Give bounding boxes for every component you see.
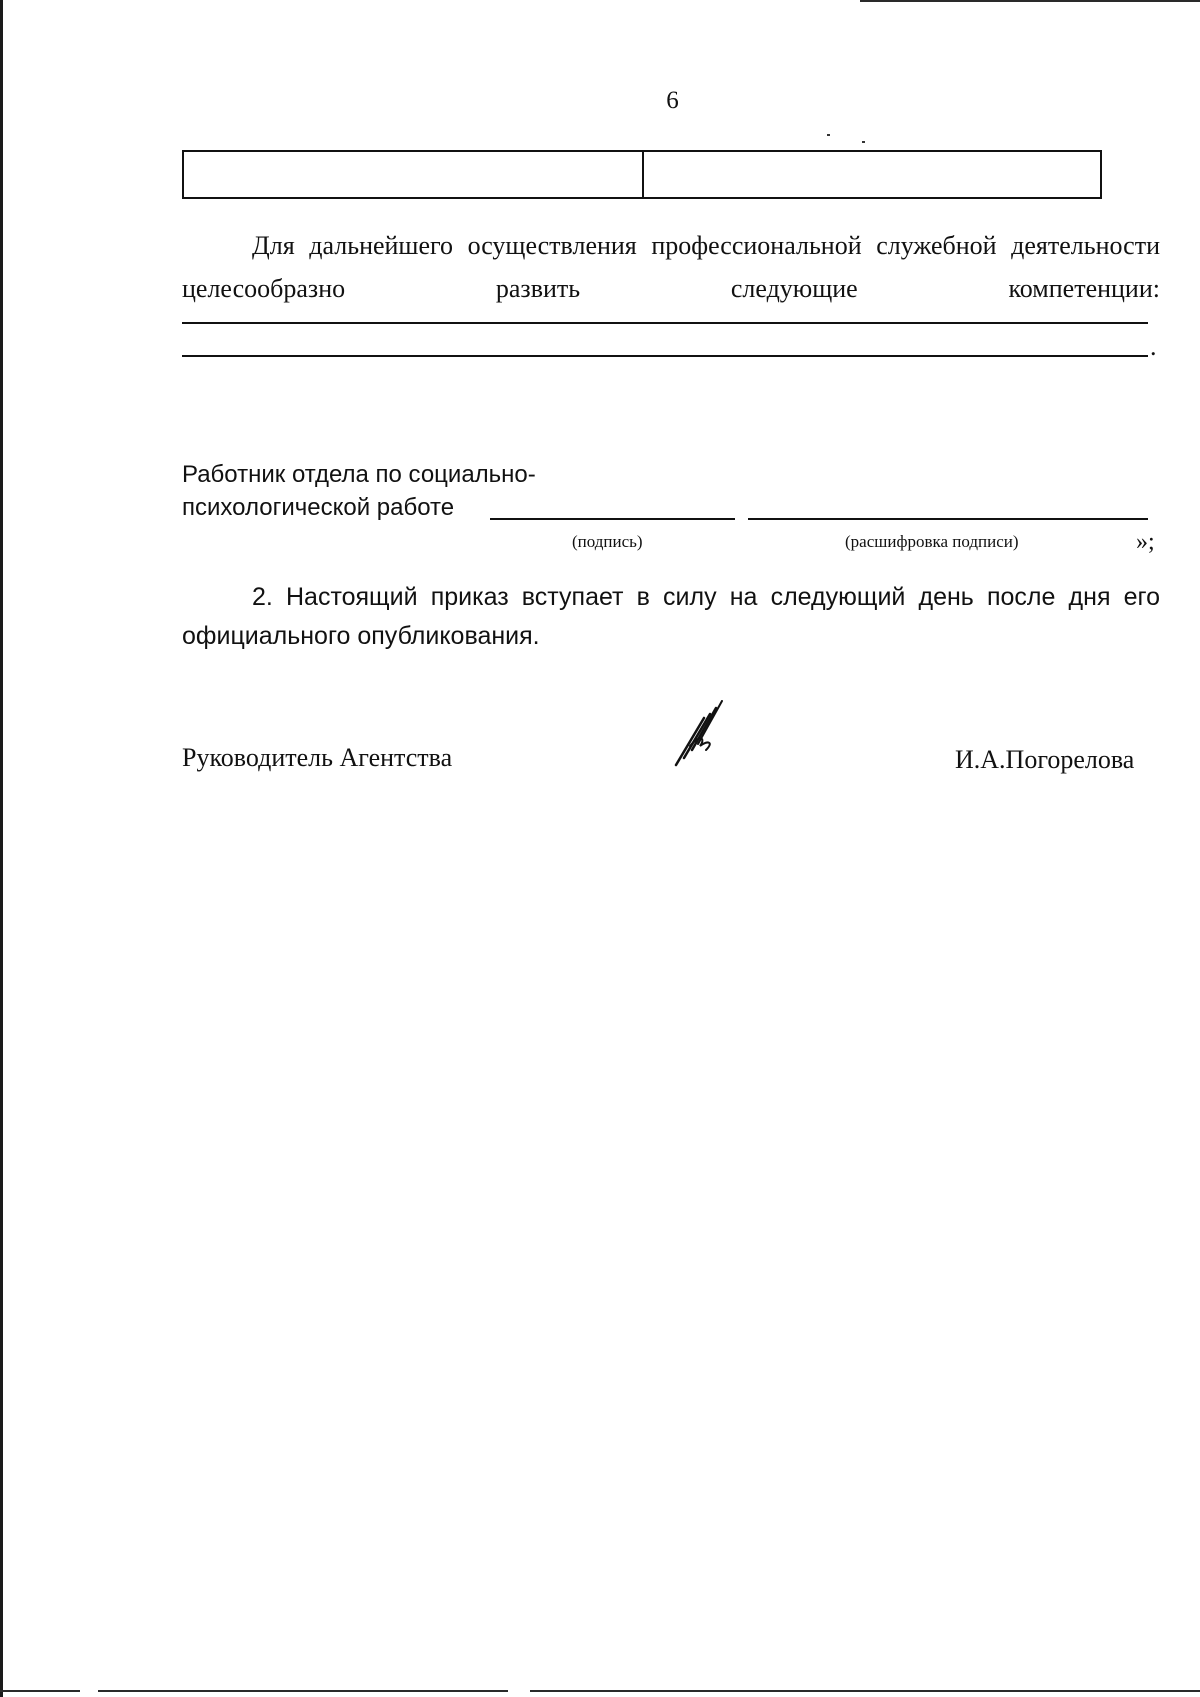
handwritten-signature [670,700,740,770]
table-cell [184,152,644,197]
fill-in-end-mark: . [1150,332,1157,361]
closing-quote: »; [1136,529,1155,555]
signer-name: И.А.Погорелова [955,745,1135,774]
signer-position: Руководитель Агентства [182,743,453,772]
fill-in-line [182,322,1148,324]
table-fragment [182,150,1102,199]
fill-in-line [182,355,1148,357]
worker-title [182,458,536,524]
scan-bottom-edge [0,1690,80,1692]
competencies-text: Для дальнейшего осуществления профессиональной служебной деятельности целесообразно развить следующие компетенции: [182,231,1160,303]
clause-2-paragraph [182,578,1160,656]
scan-bottom-edge [98,1690,508,1692]
scan-left-edge [0,0,3,1697]
scan-top-edge [860,0,1200,2]
decoding-caption: (расшифровка подписи) [845,532,1019,551]
worker-title-line: психологической работе [182,494,455,521]
competencies-paragraph [182,224,1160,310]
clause-2-text: 2. Настоящий приказ вступает в силу на следующий день после дня его официального опубликования. [182,583,1160,650]
scan-bottom-edge [530,1690,1200,1692]
scan-speck [862,141,865,143]
decoding-line [748,518,1148,520]
page-number: 6 [666,87,679,114]
signature-line [490,518,735,520]
table-cell [644,152,1100,197]
signature-caption: (подпись) [572,532,643,551]
scan-speck [827,134,830,136]
worker-title-line: Работник отдела по социально- [182,461,536,488]
